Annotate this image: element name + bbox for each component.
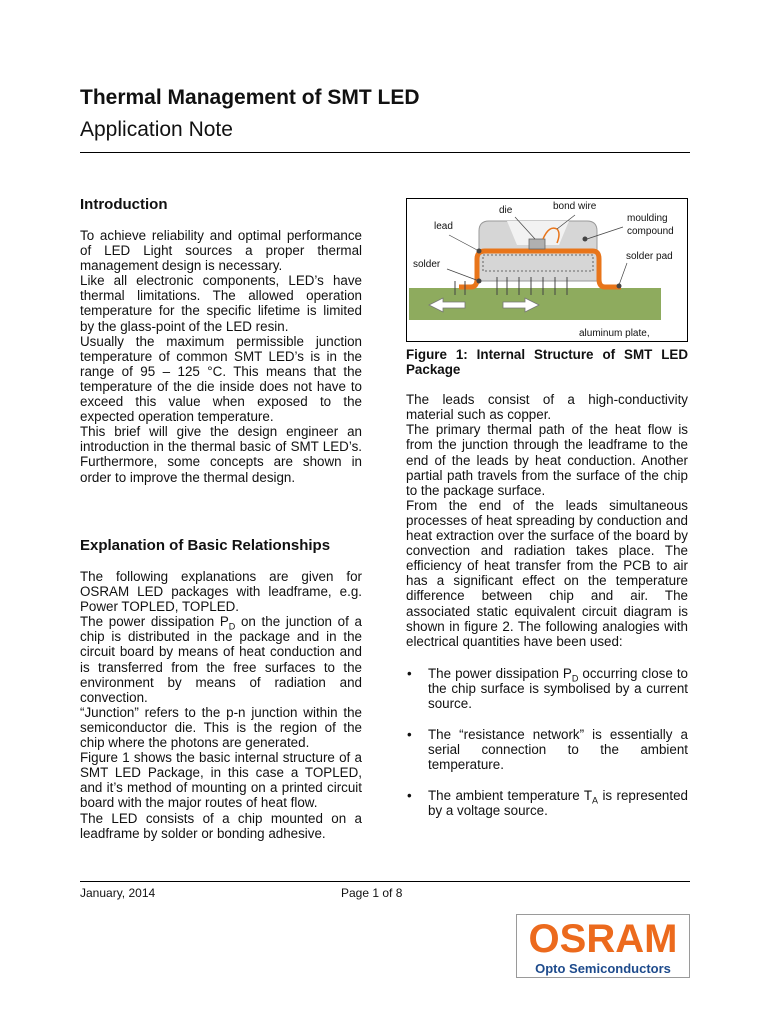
list-item [406, 666, 688, 711]
label-die: die [499, 205, 513, 216]
label-aluminum-plate: aluminum plate, [579, 328, 650, 339]
intro-heading: Introduction [80, 196, 168, 213]
text-run: on the junction of a chip is distributed in the package and in the circuit board by means of heat conduction and is transferred from the free surfaces to the environment by means of radiation and convection. [80, 614, 362, 705]
label-moulding: moulding [627, 213, 668, 224]
logo-wordmark: OSRAM [528, 917, 678, 961]
footer-divider [80, 881, 690, 882]
intro-paragraph: Usually the maximum permissible junction temperature of common SMT LED’s is in the range of 95 – 125 °C. This means that the temperature of the die inside does not have to exceed this value when exposed to the expected operation temperature. [80, 333, 362, 425]
document-title: Thermal Management of SMT LED [80, 86, 420, 109]
label-lead: lead [434, 221, 453, 232]
moulding-marker [583, 237, 588, 242]
text-run: The ambient temperature T [428, 788, 593, 804]
bullet-icon: • [407, 665, 412, 681]
basics-paragraph: The following explanations are given for OSRAM LED packages with leadframe, e.g. Power TOPLED, TOPLED. [80, 569, 362, 615]
body-paragraph: The primary thermal path of the heat flow is from the junction through the leadframe to the end of the leads by heat conduction. Another partial path travels from the surface of the chip to the package surface. [406, 422, 688, 498]
document-subtitle: Application Note [80, 118, 233, 141]
body-paragraph: The leads consist of a high-conductivity material such as copper. [406, 392, 688, 423]
intro-paragraph: To achieve reliability and optimal performance of LED Light sources a proper thermal management design is necessary. [80, 228, 362, 274]
analogy-list [406, 666, 688, 819]
list-item [406, 788, 688, 818]
right-column [406, 347, 688, 819]
bullet-icon: • [407, 788, 412, 804]
osram-logo [516, 914, 690, 978]
figure-caption: Figure 1: Internal Structure of SMT LED Package [406, 347, 688, 378]
subscript: D [571, 673, 579, 684]
body-paragraph: From the end of the leads simultaneous processes of heat spreading by conduction and heat extraction over the surface of the board by convection and radiation takes place. The efficiency of heat transfer from the PCB to air has a significant effect on the temperature difference between chip and air. The associated static equivalent circuit diagram is shown in figure 2. The following analogies with electrical quantities have been used: [406, 497, 688, 649]
label-compound: compound [627, 226, 674, 237]
text-run: is represented by a voltage source. [428, 788, 688, 819]
intro-paragraph: This brief will give the design engineer an introduction in the thermal basic of SMT LED’s. Furthermore, some concepts are shown in order to improve the thermal design. [80, 424, 362, 485]
basics-section [80, 569, 362, 841]
text-run: occurring close to the chip surface is symbolised by a current source. [428, 665, 688, 711]
figure-1 [406, 198, 688, 342]
basics-paragraph: The LED consists of a chip mounted on a leadframe by solder or bonding adhesive. [80, 810, 362, 841]
label-solder-pad: solder pad [626, 251, 673, 262]
text-run: The power dissipation P [428, 665, 572, 681]
subscript: D [228, 621, 236, 632]
label-bond-wire: bond wire [553, 201, 597, 212]
footer-page-number: Page 1 of 8 [341, 886, 403, 900]
subscript: A [592, 796, 599, 807]
text-run: The “resistance network” is essentially a serial connection to the ambient temperature. [428, 727, 688, 773]
basics-paragraph [80, 614, 362, 705]
leader-line [449, 235, 479, 251]
intro-paragraph: Like all electronic components, LED’s have thermal limitations. The allowed operation temperature for the specific lifetime is limited by the glass-point of the LED resin. [80, 273, 362, 334]
bullet-icon: • [407, 727, 412, 743]
text-run: The power dissipation P [80, 614, 229, 630]
basics-heading: Explanation of Basic Relationships [80, 537, 331, 554]
header-divider [80, 152, 690, 153]
intro-section [80, 228, 362, 485]
right-body [406, 392, 688, 649]
leader-line [619, 263, 627, 285]
leader-line [447, 269, 479, 281]
die [529, 239, 545, 249]
list-item [406, 727, 688, 772]
basics-paragraph: “Junction” refers to the p-n junction within the semiconductor die. This is the region of the chip where the photons are generated. [80, 704, 362, 751]
label-solder: solder [413, 259, 441, 270]
footer-date: January, 2014 [80, 886, 156, 900]
basics-paragraph: Figure 1 shows the basic internal structure of a SMT LED Package, in this case a TOPLED, and it’s method of mounting on a printed circuit board with the major routes of heat flow. [80, 750, 362, 811]
logo-division: Opto Semiconductors [535, 961, 671, 976]
